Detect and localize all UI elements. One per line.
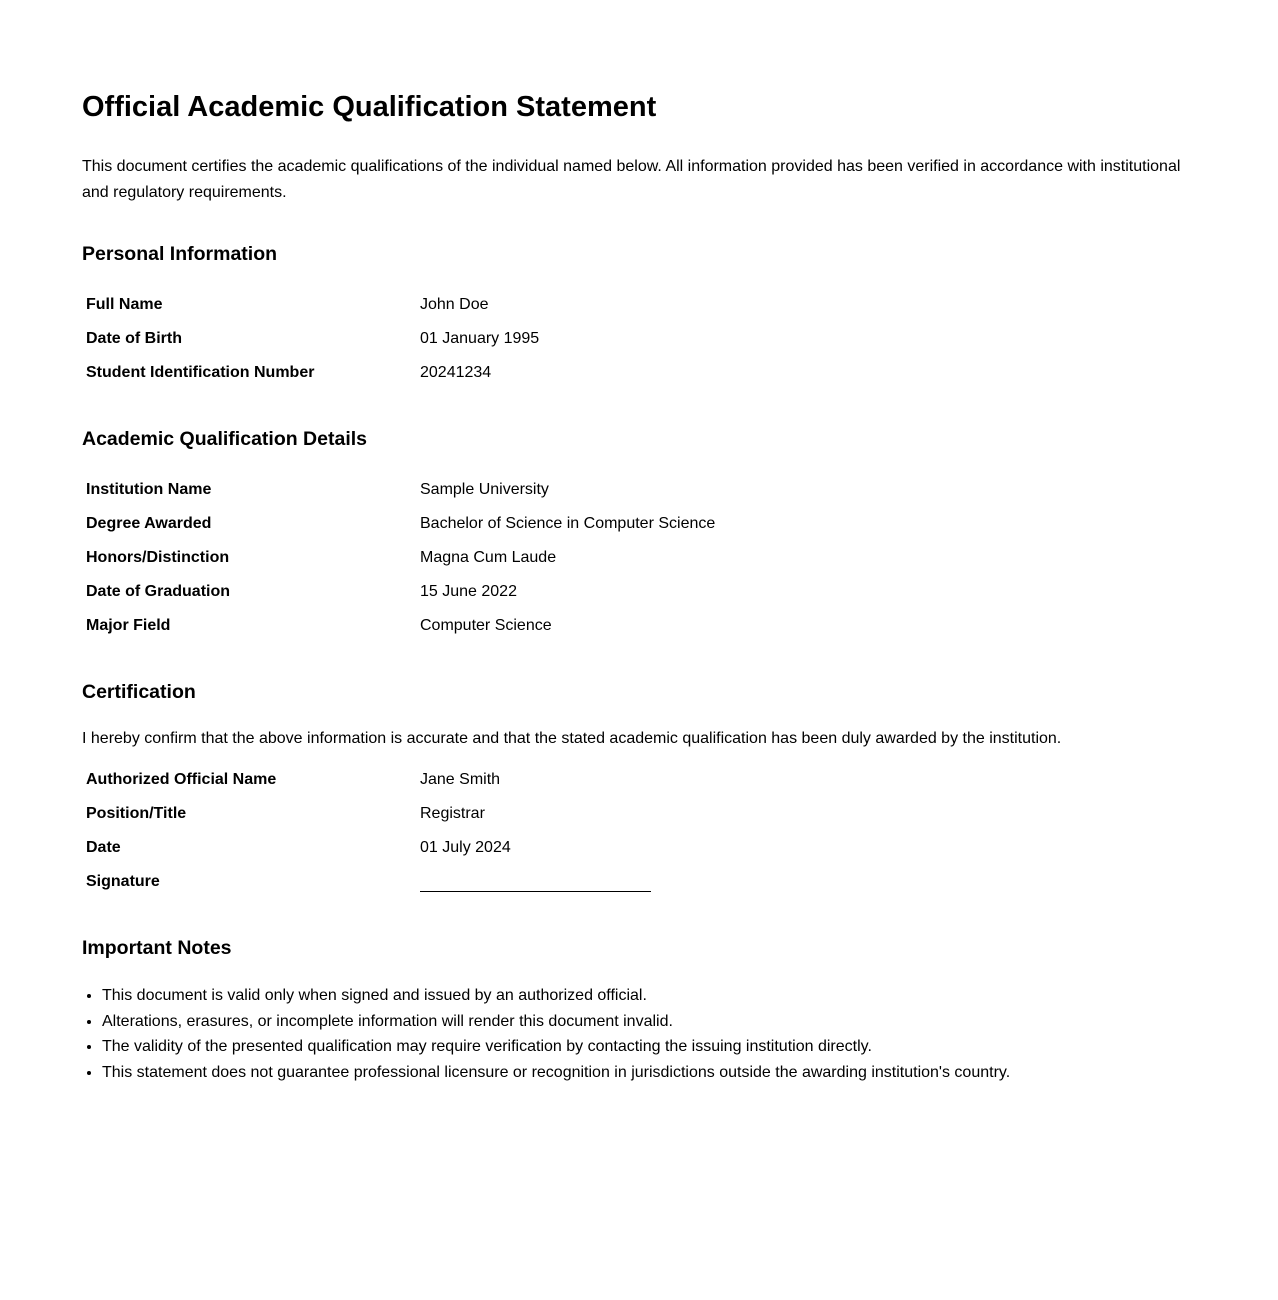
important-notes-section: [82, 935, 1196, 1086]
institution-name-label: Institution Name: [86, 481, 212, 498]
list-item: • The validity of the presented qualification may require verification by contacting the issuing institution directly.: [102, 1034, 1196, 1060]
certification-heading: Certification: [82, 681, 196, 703]
table-row: [82, 575, 1124, 609]
degree-awarded-label: Degree Awarded: [86, 515, 212, 532]
graduation-date-value: 15 June 2022: [420, 583, 517, 600]
table-row: [82, 288, 1124, 322]
certification-statement: I hereby confirm that the above information is accurate and that the stated academic qualification has been duly awarded by the institution.: [82, 730, 1062, 747]
institution-name-value: Sample University: [420, 481, 549, 498]
full-name-label: Full Name: [86, 296, 163, 313]
list-item: • Alterations, erasures, or incomplete information will render this document invalid.: [102, 1009, 1196, 1035]
table-row: [82, 831, 1124, 865]
academic-details-heading: Academic Qualification Details: [82, 428, 368, 450]
document-intro: This document certifies the academic qualifications of the individual named below. All information provided has been verified in accordance with institutional and regulatory requirements.: [82, 158, 1181, 201]
student-id-label: Student Identification Number: [86, 364, 315, 381]
list-item: • This statement does not guarantee professional licensure or recognition in jurisdictions outside the awarding institution's country.: [102, 1060, 1196, 1086]
table-row: [82, 473, 1124, 507]
honors-value: Magna Cum Laude: [420, 549, 557, 566]
certification-date-label: Date: [86, 839, 121, 856]
list-item: • This document is valid only when signed and issued by an authorized official.: [102, 983, 1196, 1009]
table-row: [82, 356, 1124, 390]
date-of-birth-label: Date of Birth: [86, 330, 182, 347]
personal-information-table: [82, 288, 1124, 390]
table-row: [82, 865, 1124, 899]
full-name-value: John Doe: [420, 296, 489, 313]
important-notes-heading: Important Notes: [82, 937, 232, 959]
important-notes-list: [82, 983, 1196, 1086]
graduation-date-label: Date of Graduation: [86, 583, 231, 600]
signature-line: [420, 871, 651, 892]
academic-details-section: [82, 426, 1196, 643]
signature-value: [416, 865, 1124, 899]
certification-section: [82, 679, 1196, 899]
position-title-value: Registrar: [420, 805, 485, 822]
table-row: [82, 797, 1124, 831]
table-row: [82, 541, 1124, 575]
major-field-value: Computer Science: [420, 617, 552, 634]
academic-details-table: [82, 473, 1124, 643]
certification-date-value: 01 July 2024: [420, 839, 511, 856]
honors-label: Honors/Distinction: [86, 549, 230, 566]
personal-information-section: [82, 241, 1196, 390]
table-row: [82, 763, 1124, 797]
position-title-label: Position/Title: [86, 805, 187, 822]
table-row: [82, 322, 1124, 356]
student-id-value: 20241234: [420, 364, 492, 381]
degree-awarded-value: Bachelor of Science in Computer Science: [420, 515, 716, 532]
table-row: [82, 507, 1124, 541]
major-field-label: Major Field: [86, 617, 171, 634]
official-name-value: Jane Smith: [420, 771, 501, 788]
document-title: Official Academic Qualification Statement: [82, 91, 657, 123]
official-name-label: Authorized Official Name: [86, 771, 277, 788]
table-row: [82, 609, 1124, 643]
date-of-birth-value: 01 January 1995: [420, 330, 540, 347]
personal-information-heading: Personal Information: [82, 243, 278, 265]
signature-label: Signature: [86, 873, 160, 890]
certification-table: [82, 763, 1124, 899]
